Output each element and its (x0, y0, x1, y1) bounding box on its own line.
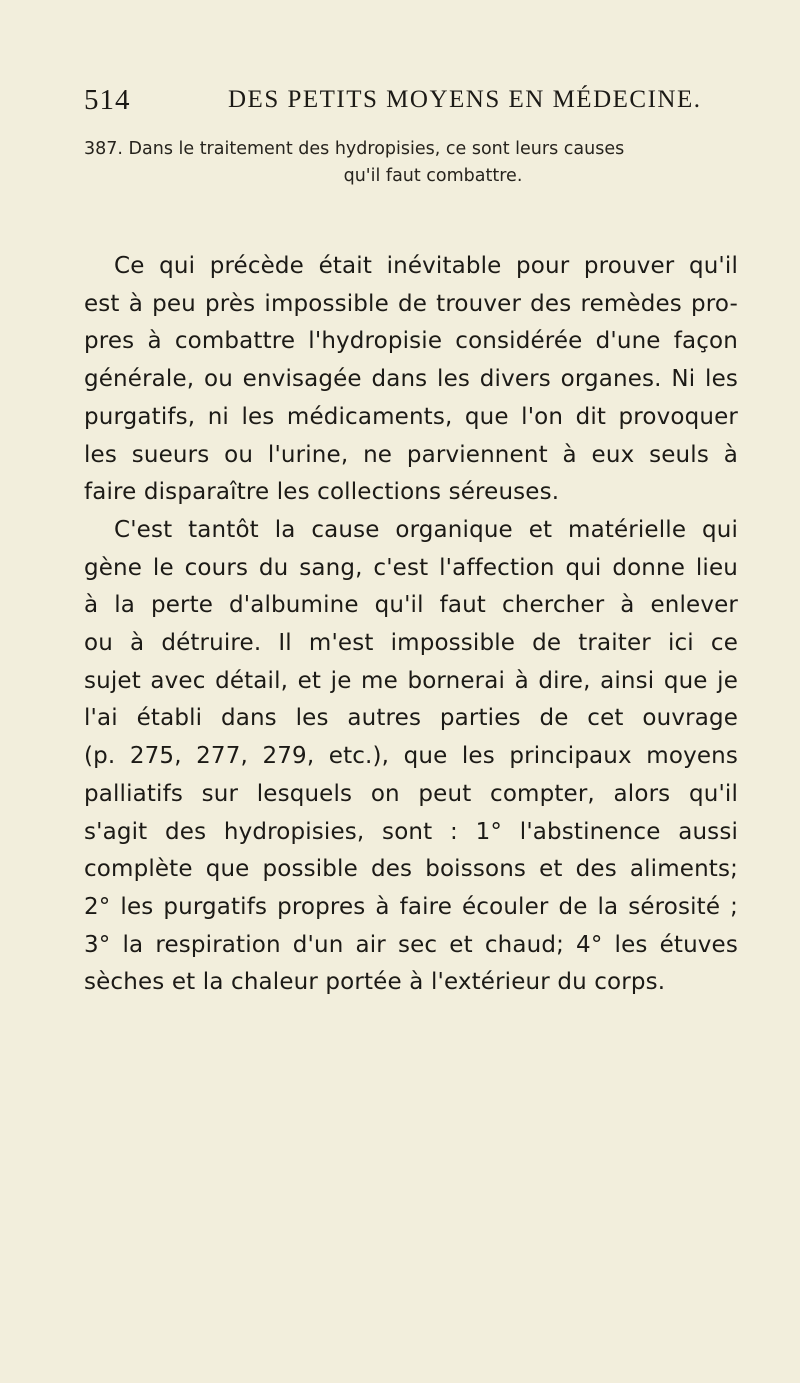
text-line: sèches et la chaleur portée à l'extérieur du corps. (84, 969, 666, 996)
text-line: sujet avec détail, et je me bornerai à dire, ainsi que je (84, 667, 738, 694)
page-number: 514 (84, 84, 131, 116)
running-head (84, 84, 736, 124)
running-title: DES PETITS MOYENS EN MÉDECINE. (228, 86, 702, 113)
text-line: s'agit des hydropisies, sont : 1° l'abstinence aussi (84, 818, 738, 845)
text-line: Ce qui précède était inévitable pour prouver qu'il (114, 253, 738, 279)
body-text (84, 248, 738, 1002)
paragraph-1 (84, 248, 738, 512)
text-line: les sueurs ou l'urine, ne parviennent à eux seuls à (84, 441, 738, 468)
text-line: est à peu près impossible de trouver des remèdes pro- (84, 290, 738, 317)
text-line: gène le cours du sang, c'est l'affection qui donne lieu (84, 554, 738, 581)
text-line: 3° la respiration d'un air sec et chaud; 4° les étuves (84, 931, 738, 958)
paragraph-2 (84, 512, 738, 1002)
text-line: C'est tantôt la cause organique et matérielle qui (114, 516, 738, 543)
section-heading-line: 387. Dans le traitement des hydropisies, ce sont leurs causes (84, 139, 625, 159)
text-line: générale, ou envisagée dans les divers organes. Ni les (84, 366, 738, 393)
text-line: palliatifs sur lesquels on peut compter, alors qu'il (84, 780, 738, 807)
section-heading-line: qu'il faut combattre. (343, 166, 523, 186)
text-line: l'ai établi dans les autres parties de cet ouvrage (84, 705, 738, 732)
text-line: complète que possible des boissons et des aliments; (84, 856, 738, 883)
text-line: 2° les purgatifs propres à faire écouler de la sérosité ; (84, 893, 738, 920)
text-line: (p. 275, 277, 279, etc.), que les principaux moyens (84, 743, 738, 770)
text-line: faire disparaître les collections séreuses. (84, 479, 560, 506)
text-line: à la perte d'albumine qu'il faut chercher à enlever (84, 592, 738, 619)
text-line: ou à détruire. Il m'est impossible de traiter ici ce (84, 630, 738, 657)
text-line: pres à combattre l'hydropisie considérée d'une façon (84, 328, 738, 355)
text-line: purgatifs, ni les médicaments, que l'on dit provoquer (84, 403, 738, 430)
section-heading (84, 136, 774, 190)
